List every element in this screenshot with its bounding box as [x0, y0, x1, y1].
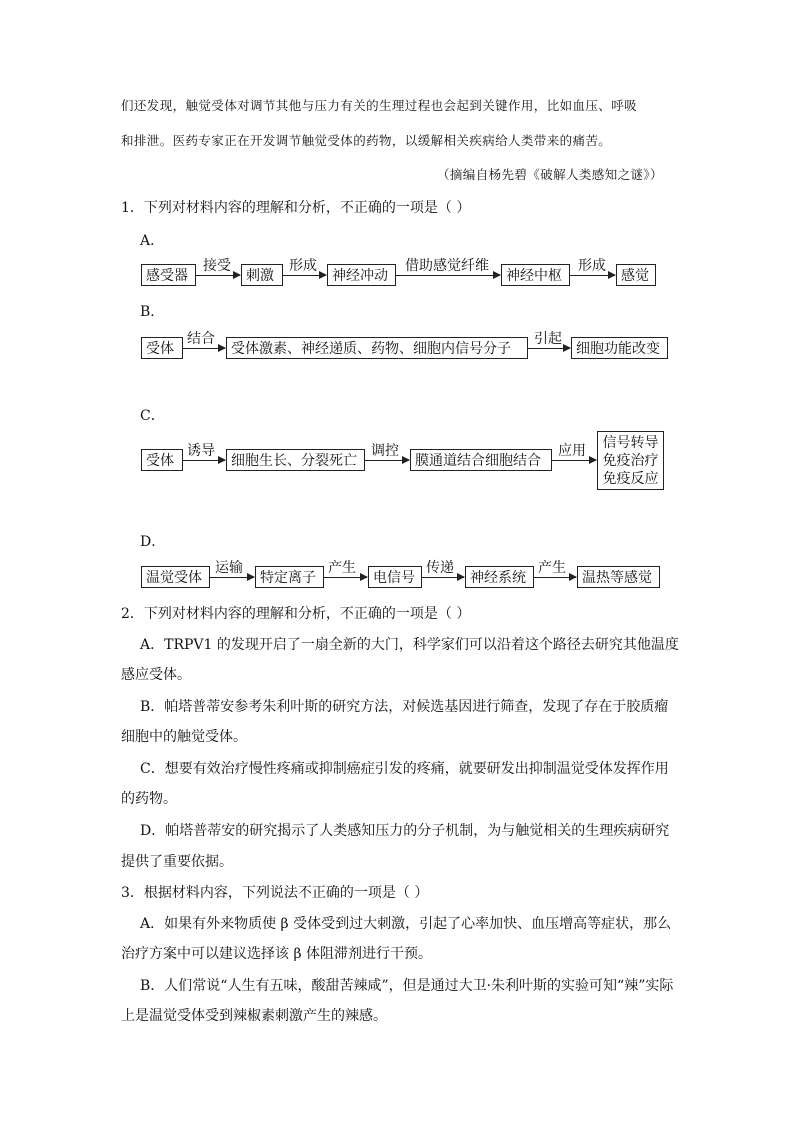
application-immunotherapy: 免疫治疗 — [602, 453, 659, 469]
box-receptor: 受体 — [141, 449, 183, 471]
arrow-label-c3: 应用 — [558, 443, 586, 459]
arrow-label-c2: 调控 — [371, 443, 399, 459]
arrow-d1 — [210, 577, 254, 578]
arrow-label-a2: 形成 — [289, 258, 317, 274]
arrow-label-a1: 接受 — [203, 258, 231, 274]
q2-option-c-line2: 的药物。 — [121, 791, 177, 807]
box-nervous-system: 神经系统 — [465, 566, 534, 588]
arrow-label-d1: 运输 — [215, 560, 243, 576]
arrow-d4 — [534, 577, 576, 578]
q2-option-b-line2: 细胞中的触觉受体。 — [121, 729, 247, 745]
box-receptor: 受体 — [141, 337, 183, 359]
box-membrane-channel: 膜通道结合细胞结合 — [410, 449, 552, 471]
arrow-a3 — [396, 275, 500, 276]
q3-option-a-line2: 治疗方案中可以建议选择该 β 体阻滞剂进行干预。 — [121, 946, 432, 962]
arrow-label-d2: 产生 — [328, 560, 356, 576]
box-nerve-center: 神经中枢 — [501, 264, 570, 286]
arrow-a4 — [570, 275, 615, 276]
arrow-label-d4: 产生 — [538, 560, 566, 576]
q2-option-d-line2: 提供了重要依据。 — [121, 854, 233, 870]
option-d-label: D． — [140, 534, 166, 550]
arrow-a2 — [283, 275, 326, 276]
option-c-label: C． — [140, 408, 165, 424]
intro-line-1: 们还发现，触觉受体对调节其他与压力有关的生理过程也会起到关键作用，比如血压、呼吸 — [121, 98, 638, 113]
arrow-c1 — [183, 460, 225, 461]
question-2-stem: 2．下列对材料内容的理解和分析，不正确的一项是（ ） — [121, 606, 471, 622]
option-a-label: A． — [140, 233, 165, 249]
box-nerve-impulse: 神经冲动 — [327, 264, 396, 286]
q2-option-d-line1: D．帕塔普蒂安的研究揭示了人类感知压力的分子机制，为与触觉相关的生理疾病研究 — [140, 823, 670, 839]
application-signal-transduction: 信号转导 — [602, 435, 659, 451]
box-thermoreceptor: 温觉受体 — [141, 566, 210, 588]
q2-option-a-line2: 感应受体。 — [121, 667, 191, 683]
arrow-label-b2: 引起 — [534, 331, 562, 347]
q2-option-a-line1: A．TRPV1 的发现开启了一扇全新的大门，科学家们可以沿着这个路径去研究其他温度 — [140, 637, 679, 653]
box-electric-signal: 电信号 — [368, 566, 422, 588]
question-1-stem: 1．下列对材料内容的理解和分析，不正确的一项是（ ） — [121, 200, 471, 216]
arrow-b1 — [183, 348, 225, 349]
arrow-label-b1: 结合 — [187, 331, 215, 347]
source-citation: （摘编自杨先碧《破解人类感知之谜》） — [437, 167, 663, 182]
q3-option-b-line1: B．人们常说“人生有五味，酸甜苦辣咸”，但是通过大卫·朱利叶斯的实验可知“辣”实际 — [140, 978, 674, 994]
question-3-stem: 3．根据材料内容，下列说法不正确的一项是（ ） — [121, 885, 429, 901]
q3-option-b-line2: 上是温觉受体受到辣椒素刺激产生的辣感。 — [121, 1008, 387, 1024]
arrow-c2 — [365, 460, 409, 461]
box-stimulus: 刺激 — [241, 264, 283, 286]
q2-option-b-line1: B．帕塔普蒂安参考朱利叶斯的研究方法，对候选基因进行筛查，发现了存在于胶质瘤 — [140, 699, 669, 715]
arrow-c3 — [552, 460, 596, 461]
box-sensation: 感觉 — [616, 264, 656, 286]
arrow-b2 — [528, 348, 570, 349]
application-immune-response: 免疫反应 — [602, 471, 659, 487]
box-specific-ions: 特定离子 — [255, 566, 324, 588]
box-receptor-organ: 感受器 — [141, 264, 196, 286]
box-ligands: 受体激素、神经递质、药物、细胞内信号分子 — [226, 337, 528, 359]
q3-option-a-line1: A．如果有外来物质使 β 受体受到过大刺激，引起了心率加快、血压增高等症状，那么 — [140, 916, 672, 932]
box-cell-function-change: 细胞功能改变 — [571, 337, 668, 359]
box-warm-sensation: 温热等感觉 — [577, 566, 660, 588]
arrow-label-c1: 诱导 — [187, 443, 215, 459]
arrow-a1 — [196, 275, 240, 276]
intro-line-2: 和排泄。医药专家正在开发调节触觉受体的药物，以缓解相关疾病给人类带来的痛苦。 — [121, 133, 612, 148]
arrow-label-a4: 形成 — [578, 258, 606, 274]
box-cell-growth: 细胞生长、分裂死亡 — [226, 449, 365, 471]
arrow-d2 — [324, 577, 367, 578]
box-applications — [597, 431, 664, 490]
arrow-d3 — [422, 577, 464, 578]
arrow-label-d3: 传递 — [426, 560, 454, 576]
q2-option-c-line1: C．想要有效治疗慢性疼痛或抑制癌症引发的疼痛，就要研发出抑制温觉受体发挥作用 — [140, 761, 669, 777]
option-b-label: B． — [140, 304, 165, 320]
arrow-label-a3: 借助感觉纤维 — [405, 258, 489, 274]
